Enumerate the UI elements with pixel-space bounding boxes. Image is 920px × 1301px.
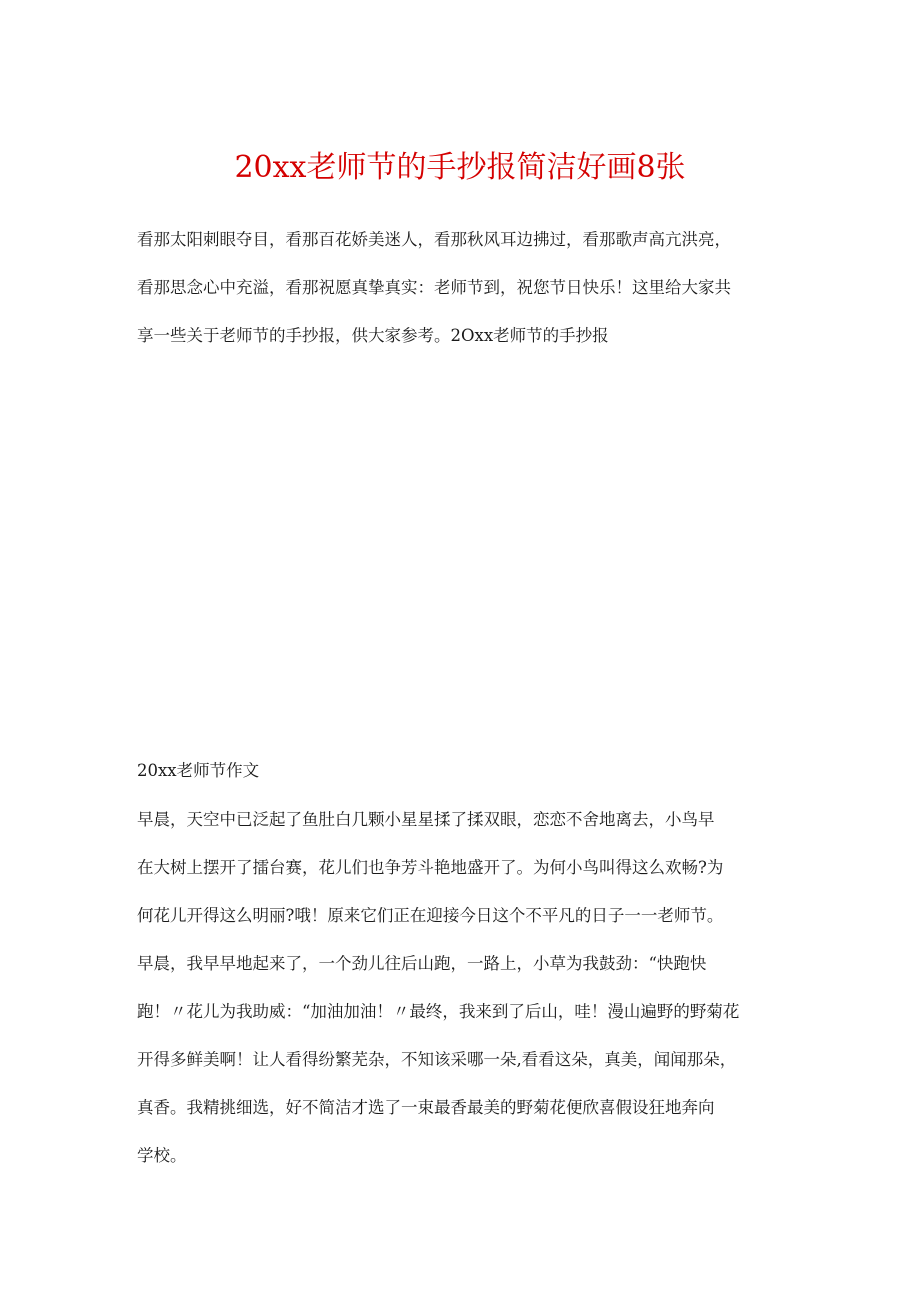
essay-paragraph-1 xyxy=(137,796,797,940)
text-line: 跑！〃花儿为我助威：“加油加油！〃最终，我来到了后山，哇！漫山遍野的野菊花 xyxy=(137,1002,740,1021)
text-line: 何花儿开得这么明丽?哦！原来它们正在迎接今日这个不平凡的日子一一老师节。 xyxy=(137,906,724,925)
document-title: 20xx老师节的手抄报简洁好画8张 xyxy=(234,150,686,185)
text-line: 学校。 xyxy=(137,1146,187,1165)
intro-paragraph xyxy=(137,216,797,360)
text-line: 早晨，我早早地起来了，一个劲儿往后山跑，一路上，小草为我鼓劲：“快跑快 xyxy=(137,954,707,973)
text-line: 看那太阳刺眼夺目，看那百花娇美迷人，看那秋风耳边拂过，看那歌声高亢洪亮， xyxy=(137,230,731,249)
text-line: 享一些关于老师节的手抄报，供大家参考。2Oxx老师节的手抄报 xyxy=(137,326,609,345)
text-line: 早晨，天空中已泛起了鱼肚白几颗小星星揉了揉双眼，恋恋不舍地离去，小鸟早 xyxy=(137,810,715,829)
essay-paragraph-2 xyxy=(137,940,797,1180)
text-line: 真香。我精挑细选，好不简洁才选了一束最香最美的野菊花便欣喜假设狂地奔向 xyxy=(137,1098,715,1117)
text-line: 看那思念心中充溢，看那祝愿真挚真实：老师节到，祝您节日快乐！这里给大家共 xyxy=(137,278,731,297)
essay-heading: 20xx老师节作文 xyxy=(137,761,260,780)
text-line: 在大树上摆开了擂台赛，花儿们也争芳斗艳地盛开了。为何小鸟叫得这么欢畅?为 xyxy=(137,858,724,877)
text-line: 开得多鲜美啊！让人看得纷繁芜杂，不知该采哪一朵,看看这朵，真美，闻闻那朵， xyxy=(137,1050,737,1069)
